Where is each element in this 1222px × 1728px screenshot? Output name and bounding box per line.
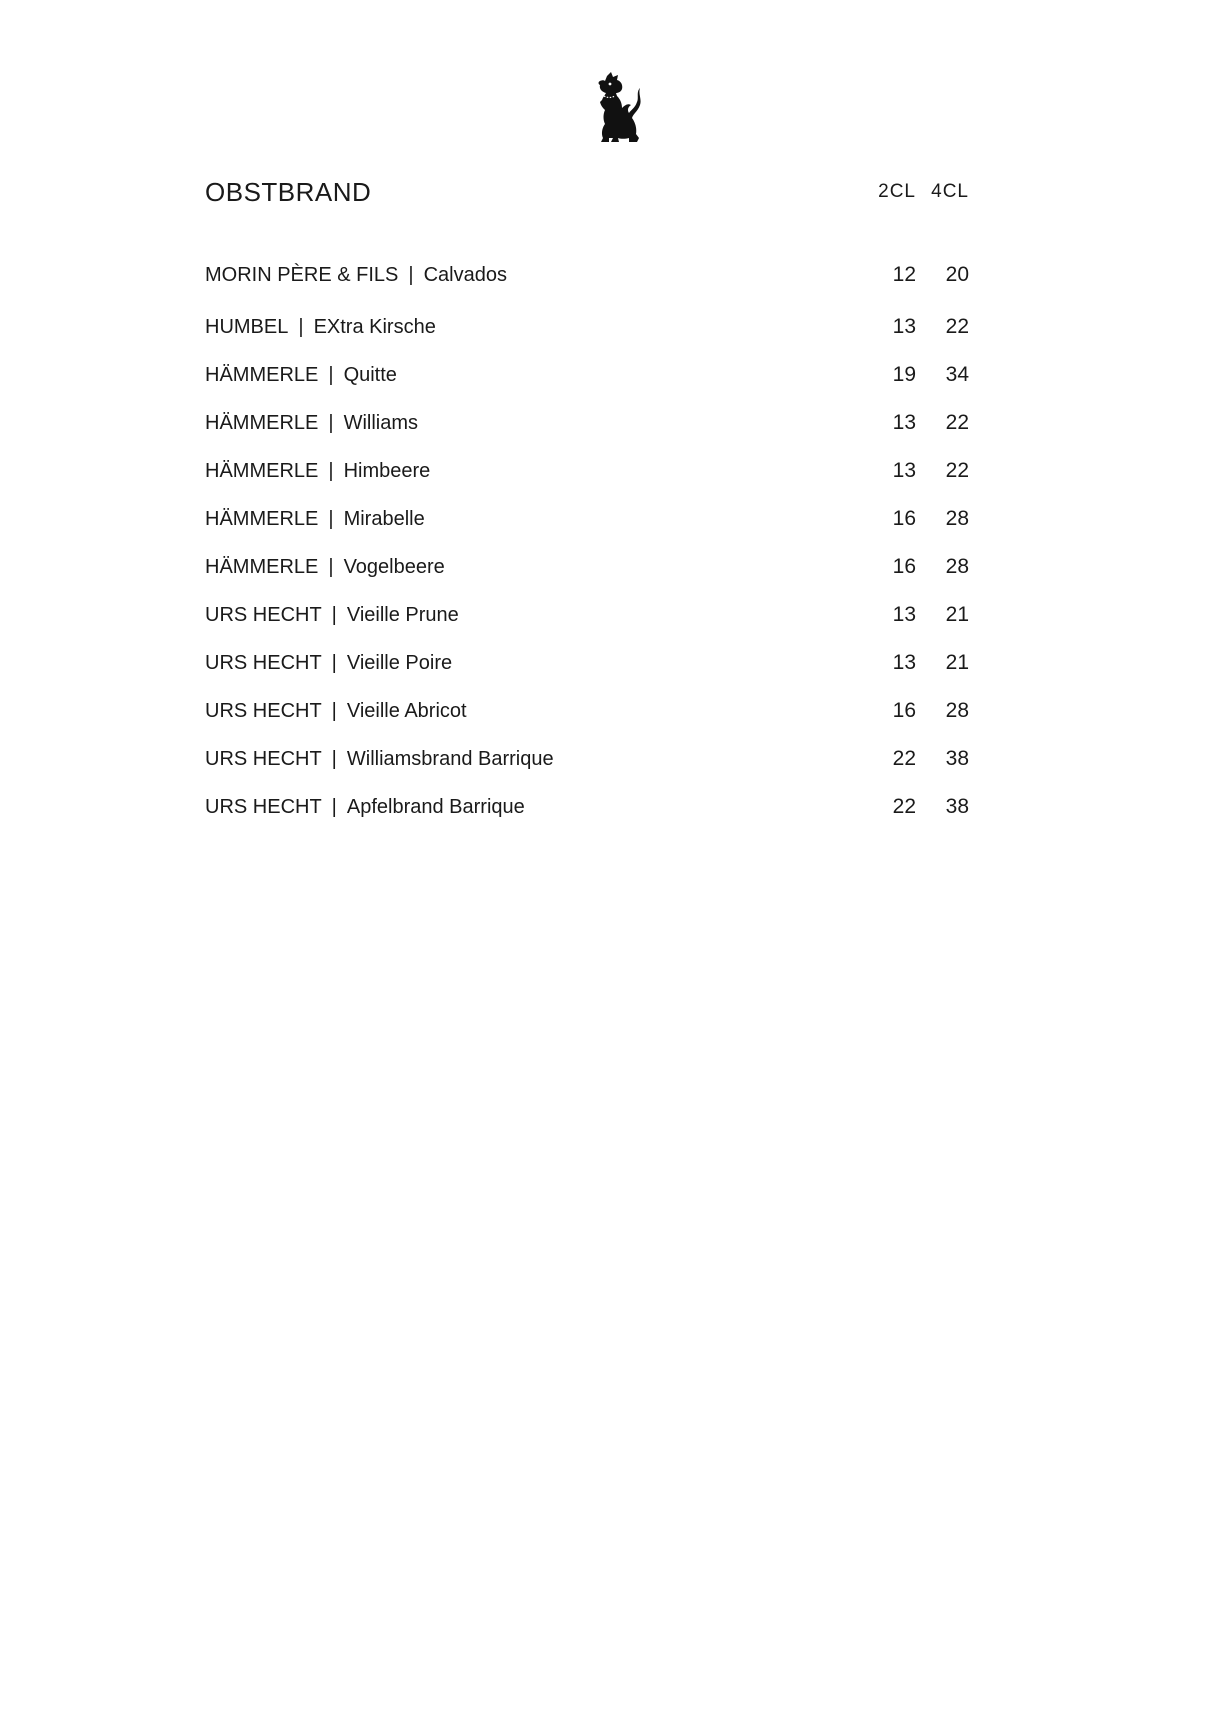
price-4cl: 28 (945, 699, 969, 722)
item-product: Vieille Poire (346, 652, 453, 674)
item-product: Williamsbrand Barrique (346, 748, 554, 770)
item-product: Quitte (343, 364, 397, 386)
item-product: Calvados (423, 264, 507, 286)
item-separator: | (328, 508, 334, 530)
price-2cl: 13 (892, 651, 916, 674)
item-name (205, 742, 554, 776)
list-item (205, 502, 969, 550)
item-producer: HÄMMERLE (205, 556, 319, 578)
item-separator: | (331, 652, 337, 674)
price-4cl: 22 (945, 459, 969, 482)
item-producer: HUMBEL (205, 316, 289, 338)
list-item (205, 258, 969, 310)
item-name (205, 646, 452, 680)
price-2cl: 13 (892, 459, 916, 482)
item-product: Mirabelle (343, 508, 425, 530)
item-name (205, 694, 467, 728)
price-2cl: 12 (892, 263, 916, 286)
price-4cl: 21 (945, 651, 969, 674)
item-separator: | (408, 264, 414, 286)
price-4cl: 38 (945, 795, 969, 818)
item-product: Vieille Abricot (346, 700, 467, 722)
item-product: Himbeere (343, 460, 431, 482)
item-name (205, 406, 418, 440)
item-name (205, 502, 425, 536)
item-separator: | (328, 364, 334, 386)
item-producer: URS HECHT (205, 796, 322, 818)
item-product: Williams (343, 412, 418, 434)
price-4cl: 22 (945, 315, 969, 338)
item-product: Apfelbrand Barrique (346, 796, 525, 818)
item-separator: | (328, 460, 334, 482)
list-item (205, 358, 969, 406)
price-2cl: 13 (892, 603, 916, 626)
price-2cl: 13 (892, 411, 916, 434)
item-separator: | (298, 316, 304, 338)
price-4cl: 28 (945, 555, 969, 578)
price-2cl: 19 (892, 363, 916, 386)
item-separator: | (331, 604, 337, 626)
item-separator: | (331, 796, 337, 818)
list-item (205, 694, 969, 742)
item-separator: | (331, 748, 337, 770)
price-4cl: 20 (945, 263, 969, 286)
list-item (205, 406, 969, 454)
price-2cl: 16 (892, 507, 916, 530)
item-name (205, 258, 507, 292)
price-2cl: 13 (892, 315, 916, 338)
list-item (205, 550, 969, 598)
item-producer: URS HECHT (205, 604, 322, 626)
item-producer: URS HECHT (205, 700, 322, 722)
column-header-2cl: 2CL (878, 181, 916, 202)
price-4cl: 28 (945, 507, 969, 530)
price-2cl: 22 (892, 795, 916, 818)
price-4cl: 22 (945, 411, 969, 434)
list-item (205, 454, 969, 502)
price-2cl: 16 (892, 555, 916, 578)
item-separator: | (328, 412, 334, 434)
price-4cl: 34 (945, 363, 969, 386)
item-producer: HÄMMERLE (205, 364, 319, 386)
list-item (205, 598, 969, 646)
item-product: EXtra Kirsche (313, 316, 436, 338)
menu-header (205, 172, 969, 212)
item-producer: HÄMMERLE (205, 508, 319, 530)
item-name (205, 310, 436, 344)
list-item (205, 646, 969, 694)
item-name (205, 550, 445, 584)
item-producer: HÄMMERLE (205, 460, 319, 482)
item-list (205, 258, 969, 838)
item-separator: | (331, 700, 337, 722)
item-producer: HÄMMERLE (205, 412, 319, 434)
item-separator: | (328, 556, 334, 578)
item-name (205, 598, 459, 632)
section-title: OBSTBRAND (205, 177, 372, 207)
item-product: Vieille Prune (346, 604, 459, 626)
column-header-4cl: 4CL (931, 181, 969, 202)
item-product: Vogelbeere (343, 556, 445, 578)
price-2cl: 16 (892, 699, 916, 722)
item-name (205, 790, 525, 824)
item-producer: URS HECHT (205, 748, 322, 770)
item-name (205, 358, 397, 392)
item-producer: URS HECHT (205, 652, 322, 674)
item-producer: MORIN PÈRE & FILS (205, 264, 399, 286)
seated-heraldic-dog-icon (585, 72, 649, 146)
price-4cl: 21 (945, 603, 969, 626)
list-item (205, 790, 969, 838)
list-item (205, 742, 969, 790)
item-name (205, 454, 430, 488)
price-2cl: 22 (892, 747, 916, 770)
list-item (205, 310, 969, 358)
price-4cl: 38 (945, 747, 969, 770)
